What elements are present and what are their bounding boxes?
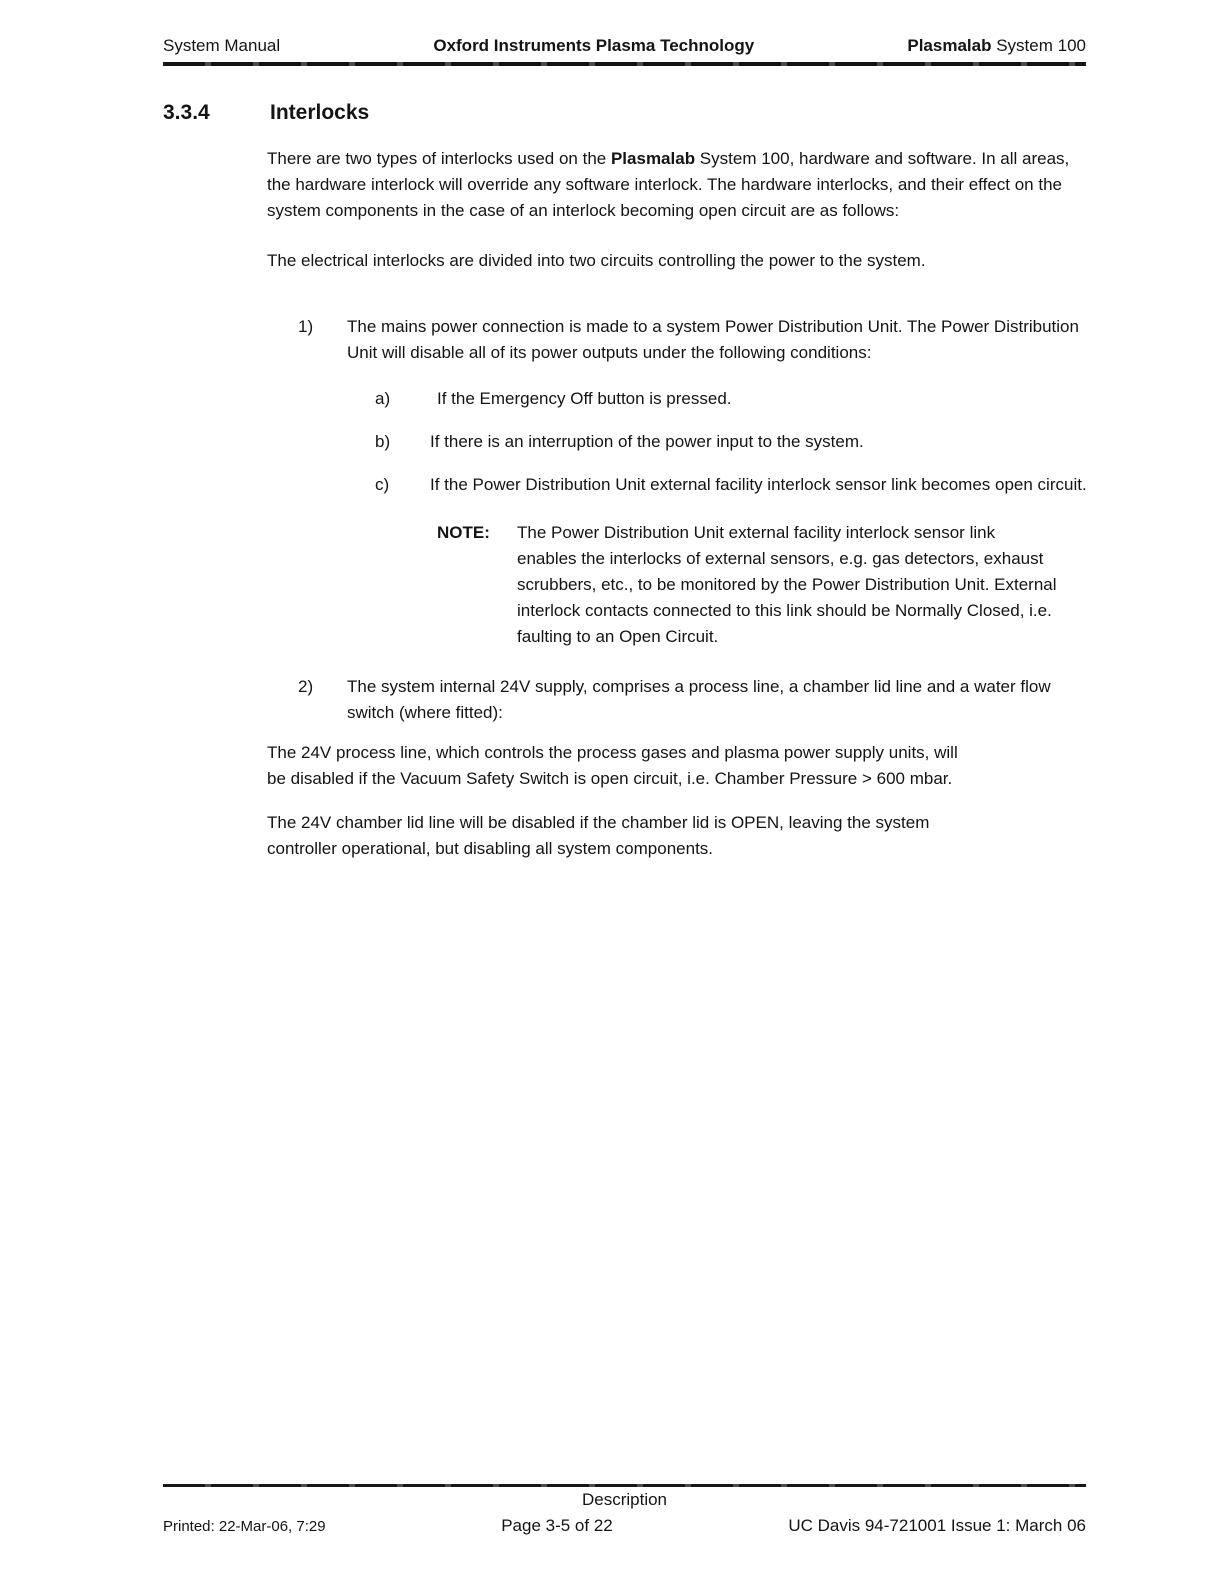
list-item-1-number: 1) bbox=[298, 317, 314, 336]
note-block bbox=[267, 520, 1090, 650]
note-text: The Power Distribution Unit external facility interlock sensor link enables the interlocks of external sensors, e.g. gas detectors, exhaust scrubbers, etc., to be monitored by the Power Distribution Unit. External interlock contacts connected to this link should be Normally Closed, i.e. faulting to an Open Circuit. bbox=[517, 523, 1057, 646]
page-header bbox=[163, 36, 1086, 65]
process-line-paragraph: The 24V process line, which controls the process gases and plasma power supply units, will be disabled if the Vacuum Safety Switch is open circuit, i.e. Chamber Pressure > 600 mbar. bbox=[267, 743, 958, 788]
header-rule bbox=[163, 62, 1086, 66]
header-center-title: Oxford Instruments Plasma Technology bbox=[433, 36, 755, 55]
sublist-item-b-text: If there is an interruption of the power input to the system. bbox=[430, 432, 864, 451]
sublist-item-b bbox=[267, 429, 1090, 455]
intro-brand: Plasmalab bbox=[610, 149, 696, 168]
header-brand: Plasmalab bbox=[907, 36, 992, 55]
sublist-item-c-letter: c) bbox=[375, 475, 390, 494]
header-right-title bbox=[907, 36, 1086, 56]
section-number: 3.3.4 bbox=[163, 101, 210, 124]
sublist-item-a-text: If the Emergency Off button is pressed. bbox=[437, 389, 732, 408]
sublist-item-a bbox=[267, 386, 1090, 412]
footer-page-number: Page 3-5 of 22 bbox=[501, 1516, 613, 1535]
list-item-1 bbox=[267, 314, 1090, 366]
note-label: NOTE: bbox=[437, 523, 490, 542]
sublist-item-c-text: If the Power Distribution Unit external facility interlock sensor link becomes open circuit. bbox=[430, 475, 1087, 494]
footer-section-title: Description bbox=[581, 1490, 668, 1509]
chamber-lid-paragraph: The 24V chamber lid line will be disabled if the chamber lid is OPEN, leaving the system controller operational, but disabling all system components. bbox=[267, 813, 930, 858]
footer-printed-timestamp: Printed: 22-Mar-06, 7:29 bbox=[163, 1518, 326, 1535]
sublist-item-a-letter: a) bbox=[375, 389, 391, 408]
list-item-2 bbox=[267, 674, 1090, 726]
footer-rule bbox=[163, 1484, 1086, 1487]
list-item-2-text: The system internal 24V supply, comprises a process line, a chamber lid line and a water flow switch (where fitted): bbox=[347, 677, 1051, 722]
electrical-paragraph: The electrical interlocks are divided into two circuits controlling the power to the system. bbox=[267, 251, 926, 270]
sublist-item-b-letter: b) bbox=[375, 432, 391, 451]
intro-text-1: There are two types of interlocks used on the bbox=[267, 149, 611, 168]
sublist-item-c bbox=[267, 472, 1090, 498]
list-item-2-number: 2) bbox=[298, 677, 314, 696]
document-body bbox=[267, 146, 1090, 886]
intro-paragraph bbox=[267, 146, 1090, 224]
page-footer bbox=[163, 1516, 1086, 1536]
header-system: System 100 bbox=[991, 36, 1086, 55]
list-item-1-text: The mains power connection is made to a system Power Distribution Unit. The Power Distribution Unit will disable all of its power outputs under the following conditions: bbox=[347, 317, 1079, 362]
section-title: Interlocks bbox=[270, 101, 370, 124]
header-left-title: System Manual bbox=[163, 36, 281, 55]
intro-text-2: System 100, hardware and software. In all areas, the hardware interlock will override any software interlock. The hardware interlocks, and their effect on the system components in the case of an interlock becoming open circuit are as follows: bbox=[267, 149, 1070, 220]
section-heading bbox=[163, 101, 370, 125]
footer-document-reference: UC Davis 94-721001 Issue 1: March 06 bbox=[788, 1516, 1086, 1535]
